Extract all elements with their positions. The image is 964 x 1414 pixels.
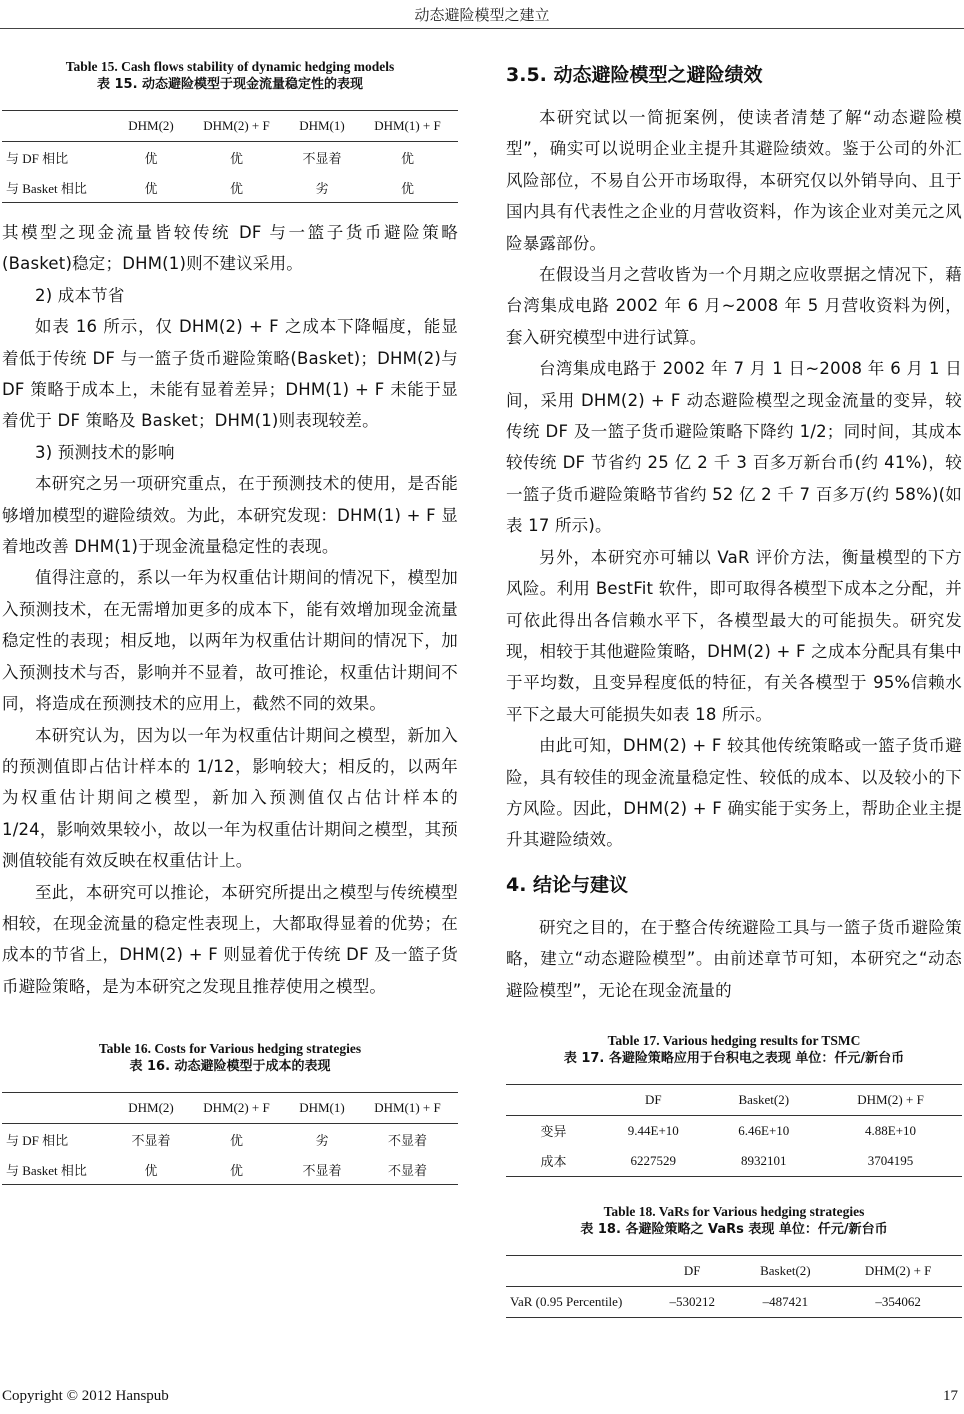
header-rule — [0, 28, 964, 29]
body-paragraph: 其模型之现金流量皆较传统 DF 与一篮子货币避险策略(Basket)稳定；DHM(1)则不建议采用。 — [2, 223, 458, 274]
table-cell: 8932101 — [709, 1146, 820, 1177]
table-header-cell: DHM(1) — [287, 111, 357, 142]
table-cell: 优 — [186, 1154, 287, 1185]
table-header-cell: Basket(2) — [709, 1084, 820, 1115]
table-cell: 6.46E+10 — [738, 1122, 790, 1138]
table15 — [2, 110, 458, 203]
table-cell: 不显着 — [131, 1132, 171, 1148]
body-paragraph: 本研究试以一简扼案例，使读者清楚了解“动态避险模型”，确实可以说明企业主提升其避险绩效。鉴于公司的外汇风险部位，不易自公开市场取得，本研究仅以外销导向、且于国内具有代表性之企业的月营收资料，作为该企业对美元之风险暴露部份。 — [506, 108, 962, 253]
table16-caption-zh: 表 16. 动态避险模型于成本的表现 — [129, 1059, 331, 1075]
subheading-forecast: 3) 预测技术的影响 — [35, 442, 175, 462]
table-cell: –354062 — [834, 1286, 962, 1317]
table-cell: 劣 — [287, 172, 357, 203]
table-row — [506, 1115, 962, 1146]
table-header-cell: DHM(2) + F — [186, 1093, 287, 1124]
table15-caption-zh: 表 15. 动态避险模型于现金流量稳定性的表现 — [96, 77, 364, 92]
right-column — [506, 58, 962, 1318]
table-header-cell: DF — [598, 1084, 709, 1115]
table17-caption — [506, 1032, 962, 1068]
table-cell: 与 DF 相比 — [6, 1132, 69, 1148]
table-header-cell: DHM(1) + F — [357, 1093, 458, 1124]
table-cell: 优 — [229, 1132, 243, 1148]
subheading-cost: 2) 成本节省 — [35, 285, 125, 305]
table-header-cell: Basket(2) — [736, 1255, 834, 1286]
table15-caption-en: Table 15. Cash flows stability of dynamic hedging models — [65, 59, 395, 74]
table-cell: 优 — [144, 150, 158, 166]
table17-caption-en: Table 17. Various hedging results for TSMC — [607, 1032, 861, 1048]
table-cell: 变异 — [540, 1124, 567, 1140]
table-header-cell — [506, 1255, 648, 1286]
table-cell: 优 — [400, 150, 414, 166]
table-cell: 劣 — [315, 1132, 329, 1148]
section-heading-4: 4. 结论与建议 — [506, 873, 629, 896]
table-cell: –530212 — [648, 1286, 736, 1317]
table-row — [506, 1146, 962, 1177]
table-header-row — [2, 111, 458, 142]
body-paragraph: 至此，本研究可以推论，本研究所提出之模型与传统模型相较，在现金流量的稳定性表现上，大都取得显着的优势；在成本的节省上，DHM(2) + F 则显着优于传统 DF 及一篮子货币避险策略，是为本研究之发现且推荐使用之模型。 — [2, 882, 458, 996]
table18-caption-zh: 表 18. 各避险策略之 VaRs 表现 单位：仟元/新台币 — [580, 1221, 888, 1237]
table-header-cell — [2, 1093, 116, 1124]
table-cell: 优 — [186, 172, 287, 203]
table17 — [506, 1084, 962, 1177]
body-paragraph: 台湾集成电路于 2002 年 7 月 1 日~2008 年 6 月 1 日间，采用 DHM(2) + F 动态避险模型之现金流量的变异，较传统 DF 及一篮子货币避险策略下降约 1/2；同时间，其成本较传统 DF 节省约 25 亿 2 千 3 百多万新台币(约 41%)，较一篮子货币避险策略节省约 52 亿 2 千 7 百多万(约 58%)(如表 17 所示)。 — [506, 359, 962, 536]
table-row — [2, 172, 458, 203]
table-row — [2, 1154, 458, 1185]
table18 — [506, 1255, 962, 1318]
footer-copyright: Copyright © 2012 Hanspub — [2, 1388, 169, 1404]
table-cell: 不显着 — [302, 150, 342, 166]
table-header-cell: DHM(2) + F — [186, 111, 287, 142]
table-cell: 6227529 — [598, 1146, 709, 1177]
table-row — [2, 1124, 458, 1155]
table-cell: 与 DF 相比 — [6, 150, 69, 166]
table-cell: 成本 — [506, 1146, 598, 1177]
table-header-row — [506, 1084, 962, 1115]
table-row — [2, 142, 458, 173]
table-header-row — [2, 1093, 458, 1124]
table16 — [2, 1092, 458, 1185]
table-header-cell: DHM(2) — [116, 1093, 186, 1124]
table-header-cell — [506, 1084, 598, 1115]
table-cell: 与 Basket 相比 — [2, 172, 116, 203]
table-cell: 优 — [116, 1154, 186, 1185]
body-paragraph: 研究之目的，在于整合传统避险工具与一篮子货币避险策略，建立“动态避险模型”。由前述章节可知，本研究之“动态避险模型”，无论在现金流量的 — [506, 917, 962, 1000]
table-header-row — [506, 1255, 962, 1286]
footer-page-number: 17 — [943, 1388, 958, 1404]
body-paragraph: 另外，本研究亦可辅以 VaR 评价方法，衡量模型的下方风险。利用 BestFit 软件，即可取得各模型下成本之分配，并可依此得出各信赖水平下，各模型最大的可能损失。研究发现，相较于其他避险策略，DHM(2) + F 之成本分配具有集中于平均数，且变异程度低的特征，有关各模型于 95%信赖水平下之最大可能损失如表 18 所示。 — [506, 547, 962, 724]
table-cell: 9.44E+10 — [627, 1122, 679, 1138]
body-paragraph: 本研究之另一项研究重点，在于预测技术的使用，是否能够增加模型的避险绩效。为此，本研究发现：DHM(1) + F 显着地改善 DHM(1)于现金流量稳定性的表现。 — [2, 474, 458, 557]
table16-caption-en: Table 16. Costs for Various hedging strategies — [98, 1041, 362, 1057]
body-paragraph: 由此可知，DHM(2) + F 较其他传统策略或一篮子货币避险，具有较佳的现金流量稳定性、较低的成本、以及较小的下方风险。因此，DHM(2) + F 确实能于实务上，帮助企业主提升其避险绩效。 — [506, 736, 962, 850]
table-row — [506, 1286, 962, 1317]
table-cell: 4.88E+10 — [865, 1122, 917, 1138]
table-header-cell — [2, 111, 116, 142]
table-header-cell: DF — [648, 1255, 736, 1286]
table-header-cell: DHM(2) + F — [834, 1255, 962, 1286]
left-column — [2, 58, 458, 1185]
table15-caption — [2, 58, 458, 94]
section-heading-3-5: 3.5. 动态避险模型之避险绩效 — [506, 64, 763, 86]
table-cell: 优 — [116, 172, 186, 203]
table-cell: 3704195 — [819, 1146, 962, 1177]
table17-caption-zh: 表 17. 各避险策略应用于台积电之表现 单位：仟元/新台币 — [563, 1050, 905, 1066]
table-header-cell: DHM(2) + F — [819, 1084, 962, 1115]
table-header-cell: DHM(1) — [287, 1093, 357, 1124]
table-cell: 不显着 — [287, 1154, 357, 1185]
table-cell: 与 Basket 相比 — [2, 1154, 116, 1185]
table18-caption — [506, 1203, 962, 1239]
body-paragraph: 在假设当月之营收皆为一个月期之应收票据之情况下，藉台湾集成电路 2002 年 6 月~2008 年 5 月营收资料为例，套入研究模型中进行试算。 — [506, 265, 962, 347]
table-cell: 不显着 — [387, 1132, 427, 1148]
running-head: 动态避险模型之建立 — [414, 6, 550, 24]
body-paragraph: 本研究认为，因为以一年为权重估计期间之模型，新加入的预测值即占估计样本的 1/12，影响较大；相反的，以两年为权重估计期间之模型，新加入预测值仅占估计样本的 1/24，影响效果较小，故以一年为权重估计期间之模型，其预测值较能有效反映在权重估计上。 — [2, 725, 458, 871]
body-paragraph: 如表 16 所示，仅 DHM(2) + F 之成本下降幅度，能显着低于传统 DF 与一篮子货币避险策略(Basket)；DHM(2)与 DF 策略于成本上，未能有显着差异；DHM(1) + F 未能于显着优于 DF 策略及 Basket；DHM(1)则表现较差。 — [2, 317, 458, 431]
table-cell: 优 — [357, 172, 458, 203]
table16-caption — [2, 1040, 458, 1076]
table-cell: 不显着 — [357, 1154, 458, 1185]
table-header-cell: DHM(1) + F — [357, 111, 458, 142]
table18-caption-en: Table 18. VaRs for Various hedging strategies — [603, 1203, 865, 1219]
table-cell: VaR (0.95 Percentile) — [506, 1286, 648, 1317]
body-paragraph: 值得注意的，系以一年为权重估计期间的情况下，模型加入预测技术，在无需增加更多的成本下，能有效增加现金流量稳定性的表现；相反地，以两年为权重估计期间的情况下，加入预测技术与否，影响并不显着，故可推论，权重估计期间不同，将造成在预测技术的应用上，截然不同的效果。 — [2, 568, 458, 714]
table-cell: 优 — [229, 150, 243, 166]
table-cell: –487421 — [736, 1286, 834, 1317]
table-header-cell: DHM(2) — [116, 111, 186, 142]
